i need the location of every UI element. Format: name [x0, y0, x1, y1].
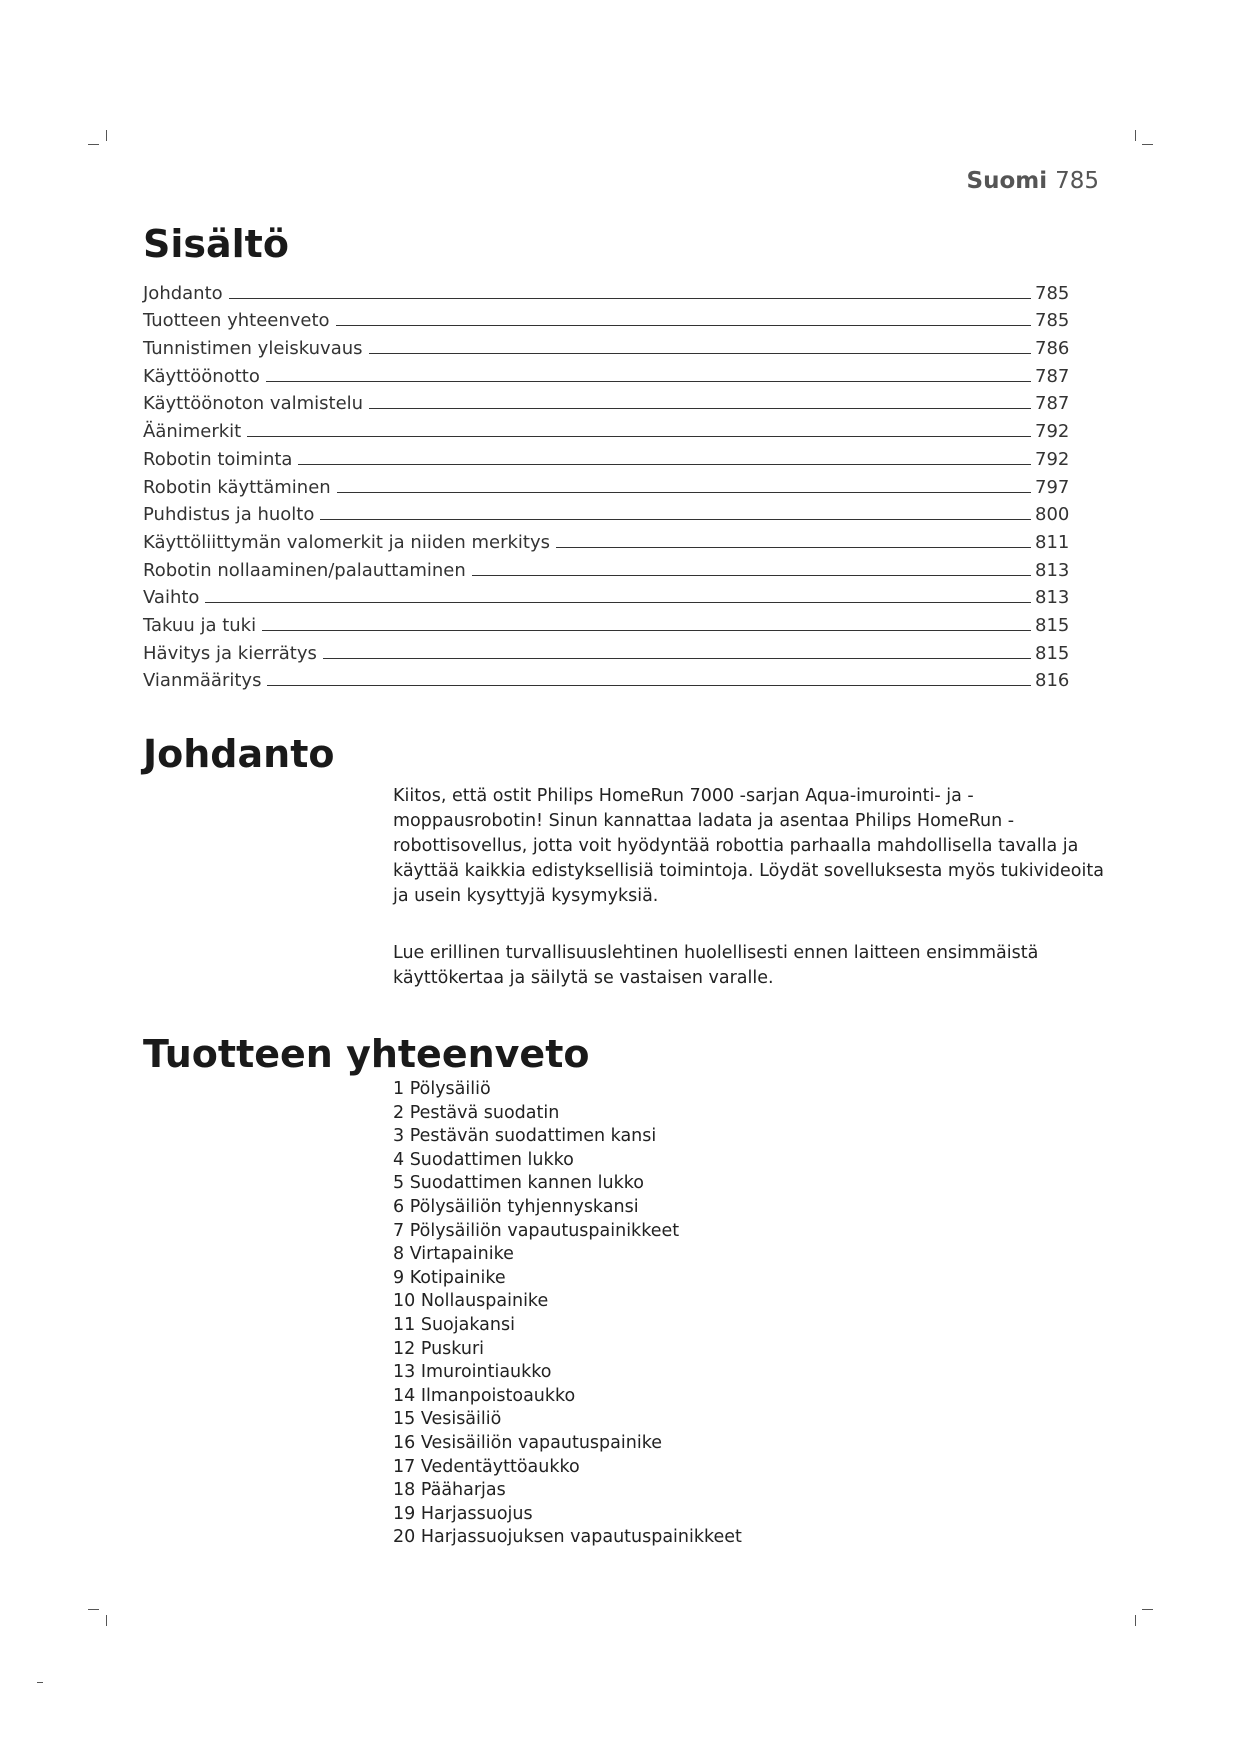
toc-entry[interactable] [143, 442, 1073, 470]
toc-entry-page: 813 [1035, 559, 1070, 581]
toc-entry[interactable] [143, 359, 1073, 387]
part-item: 18 Pääharjas [393, 1480, 506, 1501]
toc-leader-line [369, 408, 1031, 409]
toc-entry[interactable] [143, 664, 1073, 692]
summary-title: Tuotteen yhteenveto [143, 1032, 590, 1076]
toc-entry-label: Robotin käyttäminen [143, 476, 331, 498]
toc-leader-line [247, 436, 1031, 437]
toc-entry-page: 785 [1035, 282, 1070, 304]
toc-entry[interactable] [143, 498, 1073, 526]
toc-entry-page: 813 [1035, 587, 1070, 609]
toc-entry-label: Äänimerkit [143, 421, 242, 443]
toc-leader-line [267, 685, 1031, 686]
toc-leader-line [336, 325, 1031, 326]
toc-entry-page: 800 [1035, 504, 1070, 526]
part-item: 2 Pestävä suodatin [393, 1102, 560, 1123]
parts-list [393, 1078, 742, 1550]
intro-paragraph: Kiitos, että ostit Philips HomeRun 7000 -sarjan Aqua-imurointi- ja -moppausrobotin! Sinun kannattaa ladata ja asentaa Philips HomeRun -robottisovellus, jotta voit hyödyntää robottia parhaalla mahdollisella tavalla ja käyttää kaikkia edistyksellisiä toimintoja. Löydät sovelluksesta myös tukivideoita ja usein kysyttyjä kysymyksiä. [393, 786, 1104, 906]
toc-entry-label: Käyttöönoton valmistelu [143, 393, 364, 415]
crop-mark-bottom-right-h [1142, 1609, 1153, 1610]
toc-entry[interactable] [143, 525, 1073, 553]
crop-mark-top-right-h [1142, 144, 1153, 145]
toc-entry-label: Vianmääritys [143, 670, 262, 692]
toc-leader-line [369, 353, 1031, 354]
crop-mark-bottom-left-v [106, 1615, 107, 1626]
safety-paragraph: Lue erillinen turvallisuuslehtinen huolellisesti ennen laitteen ensimmäistä käyttökertaa ja säilytä se vastaisen varalle. [393, 943, 1039, 988]
toc-entry-page: 797 [1035, 476, 1070, 498]
part-item: 19 Harjassuojus [393, 1503, 533, 1524]
part-item: 6 Pölysäiliön tyhjennyskansi [393, 1196, 639, 1217]
toc-entry-page: 787 [1035, 365, 1070, 387]
part-item: 20 Harjassuojuksen vapautuspainikkeet [393, 1527, 742, 1548]
toc-leader-line [556, 547, 1031, 548]
toc-leader-line [266, 381, 1031, 382]
toc-entry-label: Robotin toiminta [143, 448, 293, 470]
part-item: 8 Virtapainike [393, 1244, 514, 1265]
toc-entry-label: Hävitys ja kierrätys [143, 642, 317, 664]
crop-mark-top-left-h [88, 144, 99, 145]
toc-entry-page: 792 [1035, 448, 1070, 470]
toc-leader-line [320, 519, 1031, 520]
toc-entry-page: 811 [1035, 531, 1070, 553]
toc-leader-line [205, 602, 1031, 603]
toc-leader-line [229, 298, 1031, 299]
toc-entry-label: Puhdistus ja huolto [143, 504, 315, 526]
toc-entry-label: Tuotteen yhteenveto [143, 310, 330, 332]
toc-entry-page: 792 [1035, 421, 1070, 443]
toc-entry-label: Takuu ja tuki [143, 614, 257, 636]
part-item: 3 Pestävän suodattimen kansi [393, 1126, 657, 1147]
part-item: 17 Vedentäyttöaukko [393, 1456, 580, 1477]
toc-entry-label: Käyttöönotto [143, 365, 260, 387]
toc-leader-line [298, 464, 1031, 465]
part-item: 13 Imurointiaukko [393, 1362, 552, 1383]
toc-entry-label: Robotin nollaaminen/palauttaminen [143, 559, 466, 581]
toc-entry[interactable] [143, 636, 1073, 664]
part-item: 5 Suodattimen kannen lukko [393, 1173, 644, 1194]
intro-title: Johdanto [143, 732, 335, 776]
toc-entry[interactable] [143, 470, 1073, 498]
part-item: 7 Pölysäiliön vapautuspainikkeet [393, 1220, 680, 1241]
header-language: Suomi [966, 168, 1048, 194]
toc-entry-page: 815 [1035, 614, 1070, 636]
crop-mark-bleed-left [37, 1682, 43, 1683]
toc-entry-page: 786 [1035, 338, 1070, 360]
toc-leader-line [337, 492, 1031, 493]
crop-mark-bottom-right-v [1135, 1615, 1136, 1626]
toc-entry[interactable] [143, 414, 1073, 442]
toc-leader-line [262, 630, 1031, 631]
toc-entry-page: 815 [1035, 642, 1070, 664]
part-item: 12 Puskuri [393, 1338, 485, 1359]
toc-entry-label: Tunnistimen yleiskuvaus [143, 338, 363, 360]
crop-mark-top-left-v [106, 130, 107, 141]
crop-mark-top-right-v [1135, 130, 1136, 141]
table-of-contents [143, 276, 1073, 691]
toc-entry[interactable] [143, 553, 1073, 581]
part-item: 10 Nollauspainike [393, 1291, 549, 1312]
part-item: 14 Ilmanpoistoaukko [393, 1385, 576, 1406]
part-item: 11 Suojakansi [393, 1314, 515, 1335]
part-item: 4 Suodattimen lukko [393, 1149, 574, 1170]
part-item: 1 Pölysäiliö [393, 1079, 491, 1099]
toc-entry-page: 816 [1035, 670, 1070, 692]
toc-entry[interactable] [143, 608, 1073, 636]
page-header [967, 168, 1100, 194]
toc-entry-label: Käyttöliittymän valomerkit ja niiden merkitys [143, 531, 550, 553]
toc-entry[interactable] [143, 304, 1073, 332]
part-item: 16 Vesisäiliön vapautuspainike [393, 1432, 662, 1453]
header-page-number: 785 [1055, 168, 1099, 194]
toc-entry[interactable] [143, 387, 1073, 415]
toc-entry-page: 785 [1035, 310, 1070, 332]
crop-mark-bottom-left-h [88, 1609, 99, 1610]
toc-entry-page: 787 [1035, 393, 1070, 415]
part-item: 9 Kotipainike [393, 1267, 506, 1288]
toc-entry-label: Vaihto [143, 587, 200, 609]
part-item: 15 Vesisäiliö [393, 1409, 502, 1430]
toc-entry[interactable] [143, 331, 1073, 359]
toc-leader-line [472, 575, 1031, 576]
toc-entry-label: Johdanto [143, 282, 223, 304]
toc-title: Sisältö [143, 222, 289, 266]
toc-leader-line [323, 658, 1031, 659]
toc-entry[interactable] [143, 276, 1073, 304]
toc-entry[interactable] [143, 581, 1073, 609]
